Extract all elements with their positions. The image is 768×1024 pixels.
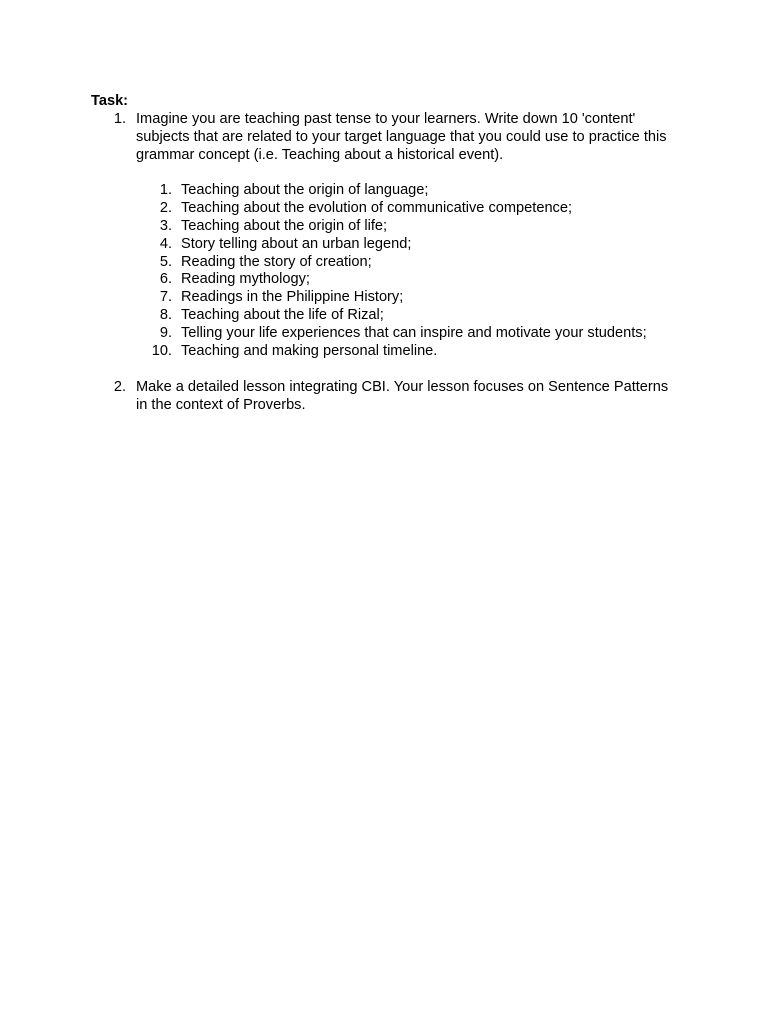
list-item-number: 9. xyxy=(159,325,172,342)
list-item xyxy=(150,218,730,236)
task-item-number: 2. xyxy=(113,379,126,395)
list-item-text: Teaching about the life of Rizal; xyxy=(181,307,384,324)
list-item-text: Teaching about the origin of language; xyxy=(181,182,429,198)
list-item-number: 4. xyxy=(159,235,172,252)
list-item-number: 8. xyxy=(159,307,172,324)
list-item xyxy=(150,325,730,343)
list-item-text: Story telling about an urban legend; xyxy=(181,235,412,252)
list-item-number: 1. xyxy=(159,182,172,198)
list-item xyxy=(150,254,730,272)
list-item xyxy=(150,307,730,325)
list-item-number: 5. xyxy=(159,253,172,270)
content-subjects-list xyxy=(150,182,730,361)
list-item-text: Teaching and making personal timeline. xyxy=(181,343,438,360)
list-item-number: 6. xyxy=(159,271,172,288)
task-item-text: Make a detailed lesson integrating CBI. Your lesson focuses on Sentence Patterns in the context of Proverbs. xyxy=(136,379,669,413)
list-item xyxy=(150,200,730,218)
list-item xyxy=(150,236,730,254)
list-item-text: Reading the story of creation; xyxy=(181,253,372,270)
list-item xyxy=(150,271,730,289)
list-item-number: 7. xyxy=(159,289,172,306)
list-item-number: 10. xyxy=(151,343,172,360)
list-item-text: Reading mythology; xyxy=(181,271,310,288)
list-item xyxy=(150,182,730,200)
list-item xyxy=(150,343,730,361)
list-item-text: Teaching about the origin of life; xyxy=(181,217,388,234)
list-item-number: 3. xyxy=(159,217,172,234)
task-item-text: Imagine you are teaching past tense to your learners. Write down 10 'content' subjects that are related to your target language that you could use to practice this grammar concept (i.e. Teaching about a historical event). xyxy=(136,111,667,163)
list-item xyxy=(150,289,730,307)
list-item-text: Telling your life experiences that can inspire and motivate your students; xyxy=(181,325,647,342)
list-item-text: Teaching about the evolution of communicative competence; xyxy=(181,199,573,216)
list-item-number: 2. xyxy=(159,199,172,216)
task-heading: Task: xyxy=(91,93,129,109)
task-item-number: 1. xyxy=(113,111,126,127)
list-item-text: Readings in the Philippine History; xyxy=(181,289,404,306)
